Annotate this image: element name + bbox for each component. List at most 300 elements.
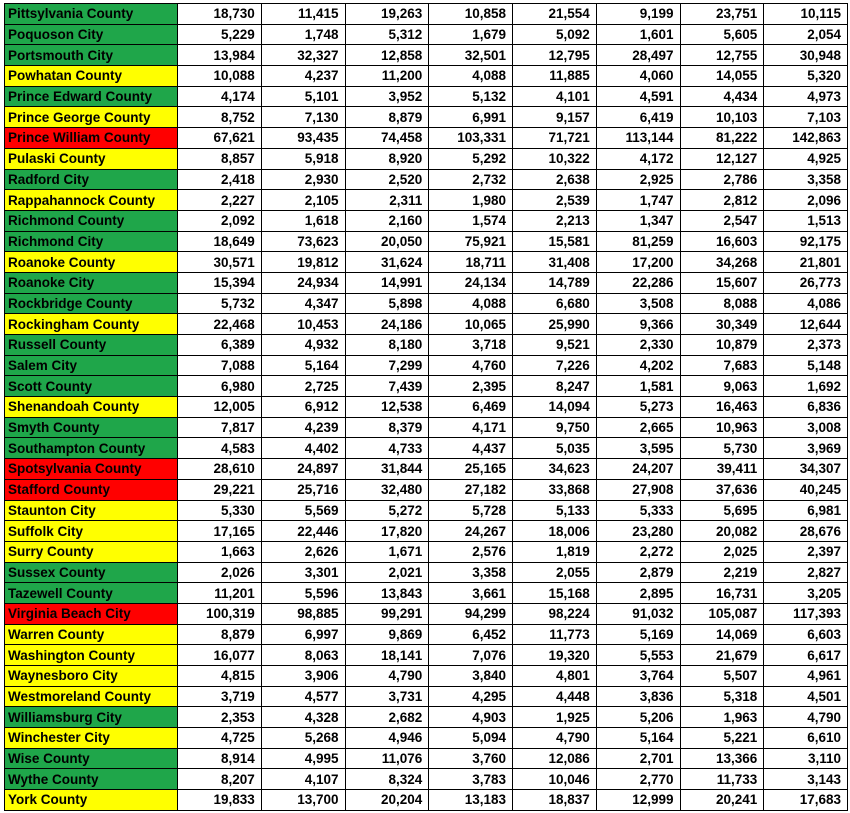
- value-cell[interactable]: 2,025: [680, 541, 764, 562]
- value-cell[interactable]: 4,760: [429, 355, 513, 376]
- locality-name-cell[interactable]: Suffolk City: [5, 521, 178, 542]
- value-cell[interactable]: 81,222: [680, 128, 764, 149]
- value-cell[interactable]: 8,324: [345, 769, 429, 790]
- locality-name-cell[interactable]: Scott County: [5, 376, 178, 397]
- value-cell[interactable]: 6,981: [764, 500, 848, 521]
- value-cell[interactable]: 6,469: [429, 397, 513, 418]
- locality-name-cell[interactable]: York County: [5, 790, 178, 811]
- value-cell[interactable]: 2,105: [261, 190, 345, 211]
- value-cell[interactable]: 1,618: [261, 210, 345, 231]
- value-cell[interactable]: 103,331: [429, 128, 513, 149]
- value-cell[interactable]: 18,006: [513, 521, 597, 542]
- value-cell[interactable]: 142,863: [764, 128, 848, 149]
- value-cell[interactable]: 6,617: [764, 645, 848, 666]
- locality-name-cell[interactable]: Shenandoah County: [5, 397, 178, 418]
- value-cell[interactable]: 2,732: [429, 169, 513, 190]
- value-cell[interactable]: 5,569: [261, 500, 345, 521]
- value-cell[interactable]: 2,576: [429, 541, 513, 562]
- value-cell[interactable]: 4,328: [261, 707, 345, 728]
- value-cell[interactable]: 4,946: [345, 728, 429, 749]
- value-cell[interactable]: 9,366: [596, 314, 680, 335]
- value-cell[interactable]: 7,130: [261, 107, 345, 128]
- value-cell[interactable]: 5,164: [261, 355, 345, 376]
- value-cell[interactable]: 16,603: [680, 231, 764, 252]
- value-cell[interactable]: 19,263: [345, 4, 429, 25]
- value-cell[interactable]: 4,815: [178, 666, 262, 687]
- value-cell[interactable]: 2,812: [680, 190, 764, 211]
- value-cell[interactable]: 11,201: [178, 583, 262, 604]
- value-cell[interactable]: 4,995: [261, 748, 345, 769]
- value-cell[interactable]: 17,200: [596, 252, 680, 273]
- value-cell[interactable]: 2,665: [596, 417, 680, 438]
- value-cell[interactable]: 9,869: [345, 624, 429, 645]
- value-cell[interactable]: 14,789: [513, 272, 597, 293]
- locality-name-cell[interactable]: Rockingham County: [5, 314, 178, 335]
- value-cell[interactable]: 3,760: [429, 748, 513, 769]
- value-cell[interactable]: 1,679: [429, 24, 513, 45]
- value-cell[interactable]: 19,320: [513, 645, 597, 666]
- value-cell[interactable]: 30,948: [764, 45, 848, 66]
- value-cell[interactable]: 5,507: [680, 666, 764, 687]
- value-cell[interactable]: 24,897: [261, 459, 345, 480]
- value-cell[interactable]: 4,583: [178, 438, 262, 459]
- value-cell[interactable]: 4,202: [596, 355, 680, 376]
- value-cell[interactable]: 3,952: [345, 86, 429, 107]
- value-cell[interactable]: 3,301: [261, 562, 345, 583]
- value-cell[interactable]: 73,623: [261, 231, 345, 252]
- value-cell[interactable]: 5,728: [429, 500, 513, 521]
- value-cell[interactable]: 8,247: [513, 376, 597, 397]
- value-cell[interactable]: 1,747: [596, 190, 680, 211]
- value-cell[interactable]: 5,318: [680, 686, 764, 707]
- value-cell[interactable]: 2,626: [261, 541, 345, 562]
- value-cell[interactable]: 21,679: [680, 645, 764, 666]
- value-cell[interactable]: 5,292: [429, 148, 513, 169]
- value-cell[interactable]: 6,980: [178, 376, 262, 397]
- value-cell[interactable]: 6,610: [764, 728, 848, 749]
- value-cell[interactable]: 34,623: [513, 459, 597, 480]
- value-cell[interactable]: 4,437: [429, 438, 513, 459]
- value-cell[interactable]: 22,286: [596, 272, 680, 293]
- value-cell[interactable]: 14,055: [680, 66, 764, 87]
- value-cell[interactable]: 4,725: [178, 728, 262, 749]
- value-cell[interactable]: 2,054: [764, 24, 848, 45]
- value-cell[interactable]: 10,453: [261, 314, 345, 335]
- value-cell[interactable]: 2,330: [596, 335, 680, 356]
- value-cell[interactable]: 37,636: [680, 479, 764, 500]
- value-cell[interactable]: 8,879: [345, 107, 429, 128]
- value-cell[interactable]: 34,307: [764, 459, 848, 480]
- locality-name-cell[interactable]: Southampton County: [5, 438, 178, 459]
- value-cell[interactable]: 10,858: [429, 4, 513, 25]
- value-cell[interactable]: 7,226: [513, 355, 597, 376]
- value-cell[interactable]: 5,333: [596, 500, 680, 521]
- value-cell[interactable]: 105,087: [680, 603, 764, 624]
- value-cell[interactable]: 20,241: [680, 790, 764, 811]
- value-cell[interactable]: 20,082: [680, 521, 764, 542]
- value-cell[interactable]: 2,311: [345, 190, 429, 211]
- value-cell[interactable]: 15,168: [513, 583, 597, 604]
- value-cell[interactable]: 2,026: [178, 562, 262, 583]
- value-cell[interactable]: 40,245: [764, 479, 848, 500]
- value-cell[interactable]: 17,165: [178, 521, 262, 542]
- value-cell[interactable]: 5,320: [764, 66, 848, 87]
- value-cell[interactable]: 23,280: [596, 521, 680, 542]
- value-cell[interactable]: 13,843: [345, 583, 429, 604]
- value-cell[interactable]: 3,906: [261, 666, 345, 687]
- value-cell[interactable]: 30,349: [680, 314, 764, 335]
- value-cell[interactable]: 12,127: [680, 148, 764, 169]
- locality-name-cell[interactable]: Washington County: [5, 645, 178, 666]
- value-cell[interactable]: 8,088: [680, 293, 764, 314]
- value-cell[interactable]: 12,795: [513, 45, 597, 66]
- value-cell[interactable]: 5,148: [764, 355, 848, 376]
- locality-name-cell[interactable]: Warren County: [5, 624, 178, 645]
- value-cell[interactable]: 3,110: [764, 748, 848, 769]
- value-cell[interactable]: 117,393: [764, 603, 848, 624]
- value-cell[interactable]: 5,898: [345, 293, 429, 314]
- value-cell[interactable]: 4,237: [261, 66, 345, 87]
- value-cell[interactable]: 5,695: [680, 500, 764, 521]
- value-cell[interactable]: 10,879: [680, 335, 764, 356]
- value-cell[interactable]: 4,903: [429, 707, 513, 728]
- value-cell[interactable]: 13,984: [178, 45, 262, 66]
- value-cell[interactable]: 24,934: [261, 272, 345, 293]
- value-cell[interactable]: 4,961: [764, 666, 848, 687]
- value-cell[interactable]: 4,925: [764, 148, 848, 169]
- value-cell[interactable]: 1,347: [596, 210, 680, 231]
- value-cell[interactable]: 31,844: [345, 459, 429, 480]
- value-cell[interactable]: 5,229: [178, 24, 262, 45]
- value-cell[interactable]: 34,268: [680, 252, 764, 273]
- value-cell[interactable]: 4,790: [764, 707, 848, 728]
- value-cell[interactable]: 1,601: [596, 24, 680, 45]
- value-cell[interactable]: 5,164: [596, 728, 680, 749]
- value-cell[interactable]: 8,914: [178, 748, 262, 769]
- value-cell[interactable]: 11,076: [345, 748, 429, 769]
- value-cell[interactable]: 39,411: [680, 459, 764, 480]
- value-cell[interactable]: 10,115: [764, 4, 848, 25]
- locality-name-cell[interactable]: Prince George County: [5, 107, 178, 128]
- value-cell[interactable]: 4,174: [178, 86, 262, 107]
- value-cell[interactable]: 8,379: [345, 417, 429, 438]
- value-cell[interactable]: 31,408: [513, 252, 597, 273]
- value-cell[interactable]: 1,581: [596, 376, 680, 397]
- value-cell[interactable]: 6,419: [596, 107, 680, 128]
- value-cell[interactable]: 3,836: [596, 686, 680, 707]
- value-cell[interactable]: 9,199: [596, 4, 680, 25]
- value-cell[interactable]: 2,021: [345, 562, 429, 583]
- locality-name-cell[interactable]: Pulaski County: [5, 148, 178, 169]
- locality-name-cell[interactable]: Williamsburg City: [5, 707, 178, 728]
- value-cell[interactable]: 10,046: [513, 769, 597, 790]
- value-cell[interactable]: 2,395: [429, 376, 513, 397]
- value-cell[interactable]: 8,207: [178, 769, 262, 790]
- value-cell[interactable]: 8,920: [345, 148, 429, 169]
- value-cell[interactable]: 5,094: [429, 728, 513, 749]
- value-cell[interactable]: 4,060: [596, 66, 680, 87]
- value-cell[interactable]: 30,571: [178, 252, 262, 273]
- value-cell[interactable]: 33,868: [513, 479, 597, 500]
- value-cell[interactable]: 11,733: [680, 769, 764, 790]
- locality-name-cell[interactable]: Sussex County: [5, 562, 178, 583]
- value-cell[interactable]: 7,076: [429, 645, 513, 666]
- value-cell[interactable]: 5,596: [261, 583, 345, 604]
- value-cell[interactable]: 3,358: [429, 562, 513, 583]
- value-cell[interactable]: 13,366: [680, 748, 764, 769]
- value-cell[interactable]: 2,725: [261, 376, 345, 397]
- value-cell[interactable]: 11,200: [345, 66, 429, 87]
- value-cell[interactable]: 2,539: [513, 190, 597, 211]
- value-cell[interactable]: 6,452: [429, 624, 513, 645]
- value-cell[interactable]: 11,415: [261, 4, 345, 25]
- value-cell[interactable]: 2,373: [764, 335, 848, 356]
- value-cell[interactable]: 94,299: [429, 603, 513, 624]
- value-cell[interactable]: 28,610: [178, 459, 262, 480]
- value-cell[interactable]: 1,819: [513, 541, 597, 562]
- value-cell[interactable]: 4,086: [764, 293, 848, 314]
- value-cell[interactable]: 4,790: [513, 728, 597, 749]
- value-cell[interactable]: 2,219: [680, 562, 764, 583]
- value-cell[interactable]: 100,319: [178, 603, 262, 624]
- value-cell[interactable]: 12,999: [596, 790, 680, 811]
- value-cell[interactable]: 6,389: [178, 335, 262, 356]
- value-cell[interactable]: 16,731: [680, 583, 764, 604]
- value-cell[interactable]: 2,930: [261, 169, 345, 190]
- value-cell[interactable]: 5,169: [596, 624, 680, 645]
- value-cell[interactable]: 1,925: [513, 707, 597, 728]
- value-cell[interactable]: 1,748: [261, 24, 345, 45]
- value-cell[interactable]: 25,990: [513, 314, 597, 335]
- value-cell[interactable]: 5,605: [680, 24, 764, 45]
- value-cell[interactable]: 1,513: [764, 210, 848, 231]
- value-cell[interactable]: 18,837: [513, 790, 597, 811]
- value-cell[interactable]: 7,683: [680, 355, 764, 376]
- locality-name-cell[interactable]: Roanoke County: [5, 252, 178, 273]
- locality-name-cell[interactable]: Tazewell County: [5, 583, 178, 604]
- value-cell[interactable]: 9,521: [513, 335, 597, 356]
- value-cell[interactable]: 5,273: [596, 397, 680, 418]
- value-cell[interactable]: 3,783: [429, 769, 513, 790]
- value-cell[interactable]: 2,701: [596, 748, 680, 769]
- value-cell[interactable]: 16,463: [680, 397, 764, 418]
- value-cell[interactable]: 18,141: [345, 645, 429, 666]
- value-cell[interactable]: 75,921: [429, 231, 513, 252]
- value-cell[interactable]: 10,322: [513, 148, 597, 169]
- value-cell[interactable]: 13,183: [429, 790, 513, 811]
- value-cell[interactable]: 31,624: [345, 252, 429, 273]
- value-cell[interactable]: 5,035: [513, 438, 597, 459]
- value-cell[interactable]: 4,088: [429, 66, 513, 87]
- locality-name-cell[interactable]: Rappahannock County: [5, 190, 178, 211]
- value-cell[interactable]: 4,932: [261, 335, 345, 356]
- value-cell[interactable]: 12,755: [680, 45, 764, 66]
- value-cell[interactable]: 7,103: [764, 107, 848, 128]
- value-cell[interactable]: 1,692: [764, 376, 848, 397]
- locality-name-cell[interactable]: Radford City: [5, 169, 178, 190]
- value-cell[interactable]: 21,801: [764, 252, 848, 273]
- value-cell[interactable]: 4,733: [345, 438, 429, 459]
- value-cell[interactable]: 4,501: [764, 686, 848, 707]
- value-cell[interactable]: 1,963: [680, 707, 764, 728]
- locality-name-cell[interactable]: Westmoreland County: [5, 686, 178, 707]
- value-cell[interactable]: 5,312: [345, 24, 429, 45]
- value-cell[interactable]: 8,879: [178, 624, 262, 645]
- value-cell[interactable]: 3,719: [178, 686, 262, 707]
- value-cell[interactable]: 7,439: [345, 376, 429, 397]
- value-cell[interactable]: 6,997: [261, 624, 345, 645]
- value-cell[interactable]: 3,358: [764, 169, 848, 190]
- value-cell[interactable]: 8,063: [261, 645, 345, 666]
- value-cell[interactable]: 81,259: [596, 231, 680, 252]
- value-cell[interactable]: 11,885: [513, 66, 597, 87]
- value-cell[interactable]: 3,205: [764, 583, 848, 604]
- value-cell[interactable]: 2,638: [513, 169, 597, 190]
- value-cell[interactable]: 10,065: [429, 314, 513, 335]
- value-cell[interactable]: 12,005: [178, 397, 262, 418]
- value-cell[interactable]: 4,577: [261, 686, 345, 707]
- value-cell[interactable]: 2,682: [345, 707, 429, 728]
- value-cell[interactable]: 5,221: [680, 728, 764, 749]
- value-cell[interactable]: 18,711: [429, 252, 513, 273]
- locality-name-cell[interactable]: Winchester City: [5, 728, 178, 749]
- locality-name-cell[interactable]: Surry County: [5, 541, 178, 562]
- value-cell[interactable]: 3,008: [764, 417, 848, 438]
- value-cell[interactable]: 2,353: [178, 707, 262, 728]
- value-cell[interactable]: 10,963: [680, 417, 764, 438]
- value-cell[interactable]: 17,683: [764, 790, 848, 811]
- value-cell[interactable]: 12,644: [764, 314, 848, 335]
- value-cell[interactable]: 4,591: [596, 86, 680, 107]
- value-cell[interactable]: 93,435: [261, 128, 345, 149]
- value-cell[interactable]: 5,918: [261, 148, 345, 169]
- value-cell[interactable]: 4,107: [261, 769, 345, 790]
- locality-name-cell[interactable]: Stafford County: [5, 479, 178, 500]
- value-cell[interactable]: 2,827: [764, 562, 848, 583]
- locality-name-cell[interactable]: Powhatan County: [5, 66, 178, 87]
- value-cell[interactable]: 1,980: [429, 190, 513, 211]
- locality-name-cell[interactable]: Richmond City: [5, 231, 178, 252]
- value-cell[interactable]: 6,836: [764, 397, 848, 418]
- locality-name-cell[interactable]: Rockbridge County: [5, 293, 178, 314]
- value-cell[interactable]: 3,143: [764, 769, 848, 790]
- value-cell[interactable]: 98,224: [513, 603, 597, 624]
- value-cell[interactable]: 32,501: [429, 45, 513, 66]
- value-cell[interactable]: 22,446: [261, 521, 345, 542]
- value-cell[interactable]: 71,721: [513, 128, 597, 149]
- locality-name-cell[interactable]: Pittsylvania County: [5, 4, 178, 25]
- value-cell[interactable]: 25,165: [429, 459, 513, 480]
- value-cell[interactable]: 8,180: [345, 335, 429, 356]
- value-cell[interactable]: 3,969: [764, 438, 848, 459]
- value-cell[interactable]: 24,134: [429, 272, 513, 293]
- value-cell[interactable]: 92,175: [764, 231, 848, 252]
- value-cell[interactable]: 67,621: [178, 128, 262, 149]
- value-cell[interactable]: 5,206: [596, 707, 680, 728]
- value-cell[interactable]: 4,347: [261, 293, 345, 314]
- value-cell[interactable]: 28,497: [596, 45, 680, 66]
- value-cell[interactable]: 6,912: [261, 397, 345, 418]
- value-cell[interactable]: 27,908: [596, 479, 680, 500]
- value-cell[interactable]: 19,812: [261, 252, 345, 273]
- locality-name-cell[interactable]: Poquoson City: [5, 24, 178, 45]
- value-cell[interactable]: 12,858: [345, 45, 429, 66]
- value-cell[interactable]: 2,160: [345, 210, 429, 231]
- value-cell[interactable]: 5,272: [345, 500, 429, 521]
- value-cell[interactable]: 26,773: [764, 272, 848, 293]
- value-cell[interactable]: 7,817: [178, 417, 262, 438]
- value-cell[interactable]: 4,295: [429, 686, 513, 707]
- value-cell[interactable]: 2,895: [596, 583, 680, 604]
- value-cell[interactable]: 10,103: [680, 107, 764, 128]
- value-cell[interactable]: 25,716: [261, 479, 345, 500]
- value-cell[interactable]: 113,144: [596, 128, 680, 149]
- value-cell[interactable]: 29,221: [178, 479, 262, 500]
- value-cell[interactable]: 2,925: [596, 169, 680, 190]
- value-cell[interactable]: 14,094: [513, 397, 597, 418]
- value-cell[interactable]: 74,458: [345, 128, 429, 149]
- value-cell[interactable]: 2,418: [178, 169, 262, 190]
- locality-name-cell[interactable]: Smyth County: [5, 417, 178, 438]
- value-cell[interactable]: 28,676: [764, 521, 848, 542]
- value-cell[interactable]: 27,182: [429, 479, 513, 500]
- value-cell[interactable]: 4,088: [429, 293, 513, 314]
- value-cell[interactable]: 15,607: [680, 272, 764, 293]
- value-cell[interactable]: 2,272: [596, 541, 680, 562]
- value-cell[interactable]: 3,508: [596, 293, 680, 314]
- value-cell[interactable]: 3,840: [429, 666, 513, 687]
- locality-name-cell[interactable]: Waynesboro City: [5, 666, 178, 687]
- value-cell[interactable]: 15,581: [513, 231, 597, 252]
- value-cell[interactable]: 24,186: [345, 314, 429, 335]
- value-cell[interactable]: 5,268: [261, 728, 345, 749]
- value-cell[interactable]: 6,680: [513, 293, 597, 314]
- value-cell[interactable]: 3,718: [429, 335, 513, 356]
- value-cell[interactable]: 4,239: [261, 417, 345, 438]
- value-cell[interactable]: 3,731: [345, 686, 429, 707]
- locality-name-cell[interactable]: Richmond County: [5, 210, 178, 231]
- value-cell[interactable]: 2,879: [596, 562, 680, 583]
- value-cell[interactable]: 91,032: [596, 603, 680, 624]
- value-cell[interactable]: 10,088: [178, 66, 262, 87]
- value-cell[interactable]: 7,088: [178, 355, 262, 376]
- locality-name-cell[interactable]: Wise County: [5, 748, 178, 769]
- value-cell[interactable]: 8,752: [178, 107, 262, 128]
- value-cell[interactable]: 20,050: [345, 231, 429, 252]
- value-cell[interactable]: 16,077: [178, 645, 262, 666]
- value-cell[interactable]: 2,227: [178, 190, 262, 211]
- locality-name-cell[interactable]: Staunton City: [5, 500, 178, 521]
- value-cell[interactable]: 21,554: [513, 4, 597, 25]
- locality-name-cell[interactable]: Virginia Beach City: [5, 603, 178, 624]
- value-cell[interactable]: 24,267: [429, 521, 513, 542]
- value-cell[interactable]: 7,299: [345, 355, 429, 376]
- value-cell[interactable]: 9,750: [513, 417, 597, 438]
- value-cell[interactable]: 8,857: [178, 148, 262, 169]
- value-cell[interactable]: 23,751: [680, 4, 764, 25]
- locality-name-cell[interactable]: Prince William County: [5, 128, 178, 149]
- value-cell[interactable]: 5,101: [261, 86, 345, 107]
- locality-name-cell[interactable]: Spotsylvania County: [5, 459, 178, 480]
- value-cell[interactable]: 2,770: [596, 769, 680, 790]
- locality-name-cell[interactable]: Salem City: [5, 355, 178, 376]
- value-cell[interactable]: 17,820: [345, 521, 429, 542]
- value-cell[interactable]: 5,092: [513, 24, 597, 45]
- value-cell[interactable]: 5,132: [429, 86, 513, 107]
- value-cell[interactable]: 4,101: [513, 86, 597, 107]
- value-cell[interactable]: 15,394: [178, 272, 262, 293]
- locality-name-cell[interactable]: Roanoke City: [5, 272, 178, 293]
